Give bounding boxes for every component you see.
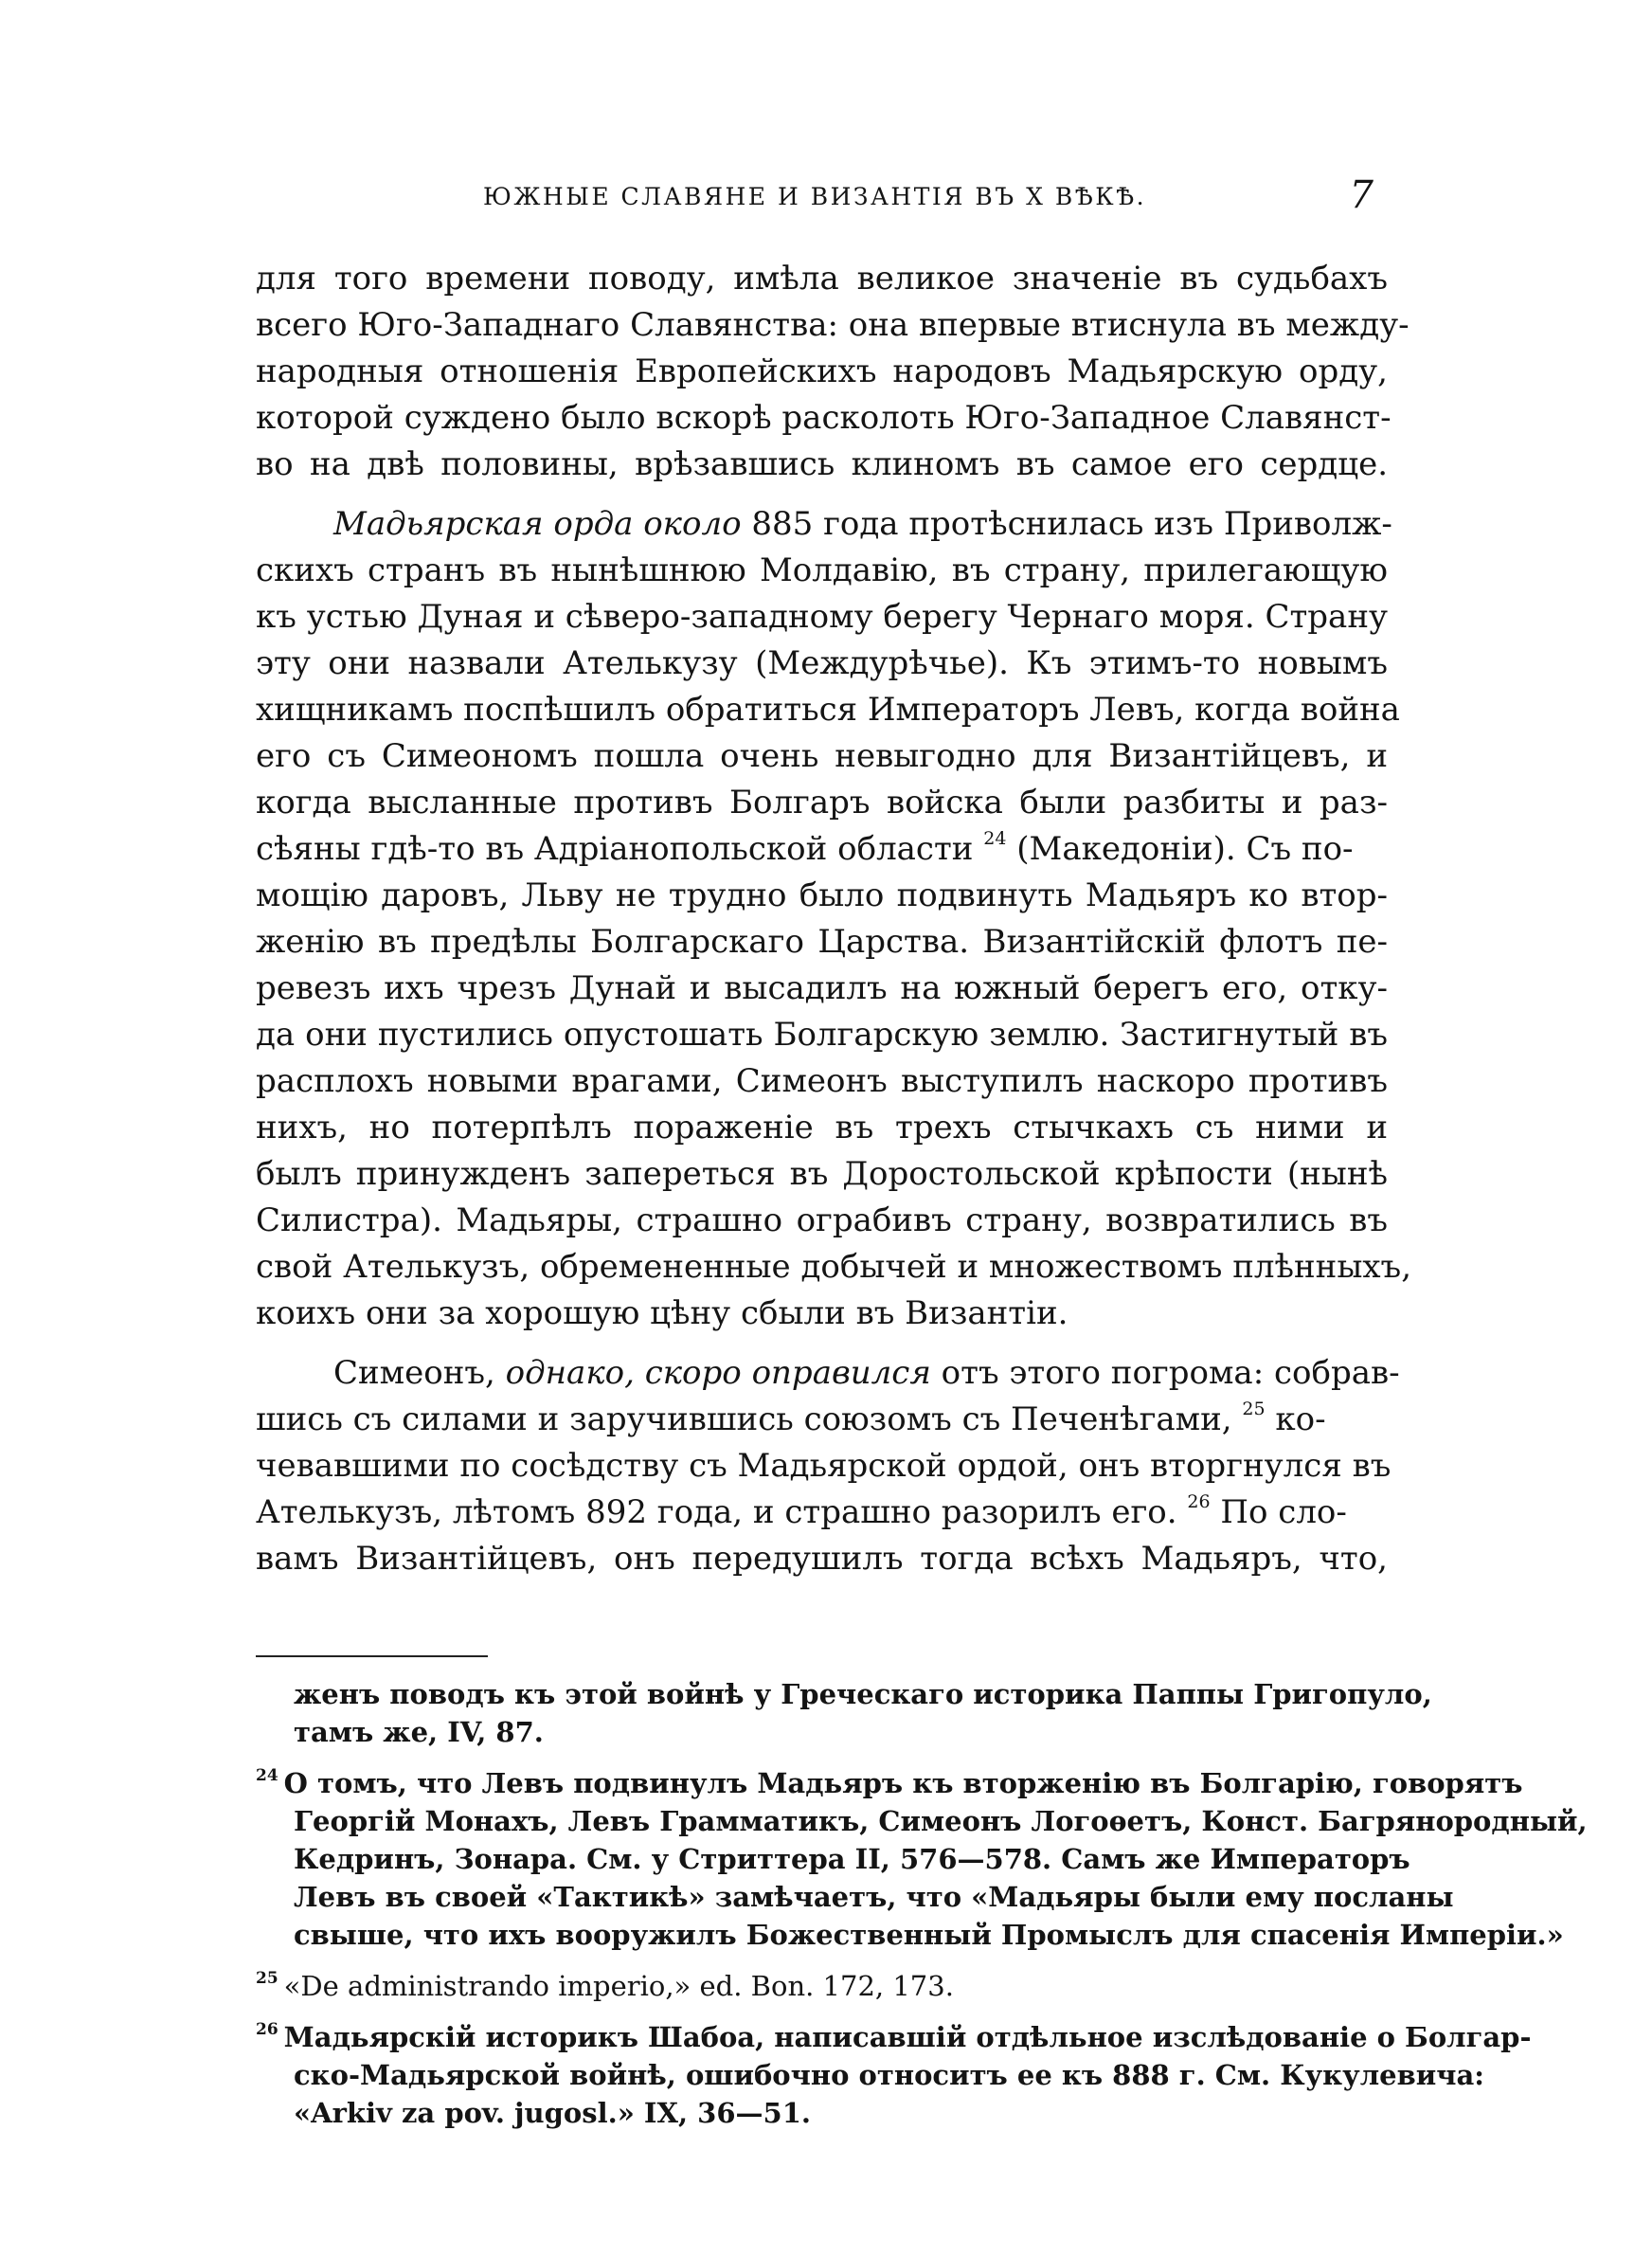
text-line: когда высланные противъ Болгаръ войска были разбиты и раз- [256,784,1388,822]
footnote-line: Кедринъ, Зонара. См. у Стриттера II, 576—578. Самъ же Императоръ [294,1843,1410,1875]
text-line: народныя отношенія Европейскихъ народовъ Мадьярскую орду, [256,352,1388,390]
text-line: былъ принужденъ запереться въ Доростольской крѣпости (нынѣ [256,1155,1388,1193]
footnote-ref-26[interactable]: 26 [1187,1491,1211,1512]
footnote-number: 26 [256,2020,278,2039]
text-line: во на двѣ половины, врѣзавшись клиномъ въ самое его сердце. [256,445,1388,483]
running-title: ЮЖНЫЕ СЛАВЯНЕ И ВИЗАНТІЯ ВЪ X ВѢКѢ. [483,183,1147,210]
text-line: скихъ странъ въ нынѣшнюю Молдавію, въ страну, прилегающую [256,551,1388,589]
italic-phrase: однако, скоро оправился [494,1354,931,1392]
footnote-line: «Arkiv za pov. jugosl.» IX, 36—51. [294,2097,811,2129]
text-line: его съ Симеономъ пошла очень невыгодно для Византійцевъ, и [256,737,1388,775]
text-line: свой Ателькузъ, обремененные добычей и множествомъ плѣнныхъ, [256,1248,1411,1286]
footnote-26 [256,2018,1532,2132]
text-line: къ устью Дуная и сѣверо-западному берегу Чернаго моря. Страну [256,598,1388,636]
footnote-line: ско-Мадьярской войнѣ, ошибочно относитъ ее къ 888 г. См. Кукулевича: [294,2059,1484,2091]
footnote-number: 24 [256,1766,278,1785]
text-line: Силистра). Мадьяры, страшно ограбивъ страну, возвратились въ [256,1201,1388,1239]
footnote-24 [256,1764,1588,1954]
text-line: коихъ они за хорошую цѣну сбыли въ Византіи. [256,1294,1068,1332]
text-line: всего Юго-Западнаго Славянства: она впервые втиснула въ между- [256,306,1410,344]
text-line: чевавшими по сосѣдству съ Мадьярской ордой, онъ вторгнулся въ [256,1447,1392,1485]
text-line: да они пустились опустошать Болгарскую землю. Застигнутый въ [256,1016,1388,1054]
page-number: 7 [1349,173,1374,217]
paragraph-2 [256,501,1411,1337]
footnote-25 [256,1967,1388,2005]
text-run: 885 года протѣснилась изъ Приволж- [741,505,1392,543]
footnote-ref-24[interactable]: 24 [983,828,1007,849]
text-line [256,501,1392,548]
text-run: По сло- [1210,1493,1347,1531]
footnote-line [256,2018,1532,2056]
text-line [256,1350,1400,1397]
text-line [256,826,1388,873]
text-line [256,1397,1388,1443]
text-line: расплохъ новыми врагами, Симеонъ выступилъ наскоро противъ [256,1062,1388,1100]
paragraph-3 [256,1350,1400,1582]
text-run: шись съ силами и заручившись союзомъ съ Печенѣгами, [256,1400,1232,1438]
text-run: отъ этого погрома: собрав- [930,1354,1400,1392]
footnote-line: тамъ же, IV, 87. [294,1716,544,1748]
text-line: эту они назвали Ателькузу (Междурѣчье). Къ этимъ-то новымъ [256,644,1388,682]
footnote-number: 25 [256,1969,278,1988]
text-line: хищникамъ поспѣшилъ обратиться Императоръ Левъ, когда война [256,691,1400,729]
text-line: для того времени поводу, имѣла великое значеніе въ судьбахъ [256,260,1388,298]
text-line [256,1490,1388,1536]
text-line: мощію даровъ, Льву не трудно было подвинуть Мадьяръ ко втор- [256,876,1388,914]
footnote-line: Левъ въ своей «Тактикѣ» замѣчаетъ, что «Мадьяры были ему посланы [294,1881,1454,1913]
footnote-ref-25[interactable]: 25 [1242,1399,1266,1419]
text-run: Мадьярскій историкъ Шабоа, написавшій отдѣльное изслѣдованіе о Болгар- [283,2021,1532,2053]
text-run: О томъ, что Левъ подвинулъ Мадьяръ къ вторженію въ Болгарію, говорятъ [283,1767,1523,1799]
footnote-line: женъ поводъ къ этой войнѣ у Греческаго историка Паппы Григопуло, [294,1678,1432,1710]
italic-phrase: Мадьярская орда около [333,505,742,543]
footnote-line: Георгій Монахъ, Левъ Грамматикъ, Симеонъ Логоѳетъ, Конст. Багрянородный, [294,1805,1588,1837]
footnotes [256,1675,1588,2132]
running-head [256,173,1392,230]
text-run: сѣяны гдѣ-то въ Адріанопольской области [256,830,974,868]
text-line: нихъ, но потерпѣлъ пораженіе въ трехъ стычкахъ съ ними и [256,1109,1388,1147]
text-run: Ателькузъ, лѣтомъ 892 года, и страшно разорилъ его. [256,1493,1177,1531]
footnote-line: свыше, что ихъ вооружилъ Божественный Промыслъ для спасенія Имперіи.» [294,1919,1564,1951]
footnote-divider [256,1655,488,1657]
text-run: «De administrando imperio,» ed. Bon. 172, 173. [283,1970,954,2002]
text-line: которой суждено было вскорѣ расколоть Юго-Западное Славянст- [256,399,1392,437]
footnote-line [256,1764,1523,1802]
footnote-line [256,1967,1388,2005]
text-line: ревезъ ихъ чрезъ Дунай и высадилъ на южный берегъ его, отку- [256,969,1388,1007]
text-line: женію въ предѣлы Болгарскаго Царства. Византійскій флотъ пе- [256,923,1388,961]
text-run: (Македоніи). Съ по- [1006,830,1354,868]
body-text [256,256,1411,1582]
text-line: вамъ Византійцевъ, онъ передушилъ тогда всѣхъ Мадьяръ, что, [256,1540,1388,1578]
footnote-continuation [256,1675,1432,1751]
paragraph-1 [256,256,1410,488]
text-run: ко- [1265,1400,1326,1438]
text-run: Симеонъ, [333,1354,495,1392]
